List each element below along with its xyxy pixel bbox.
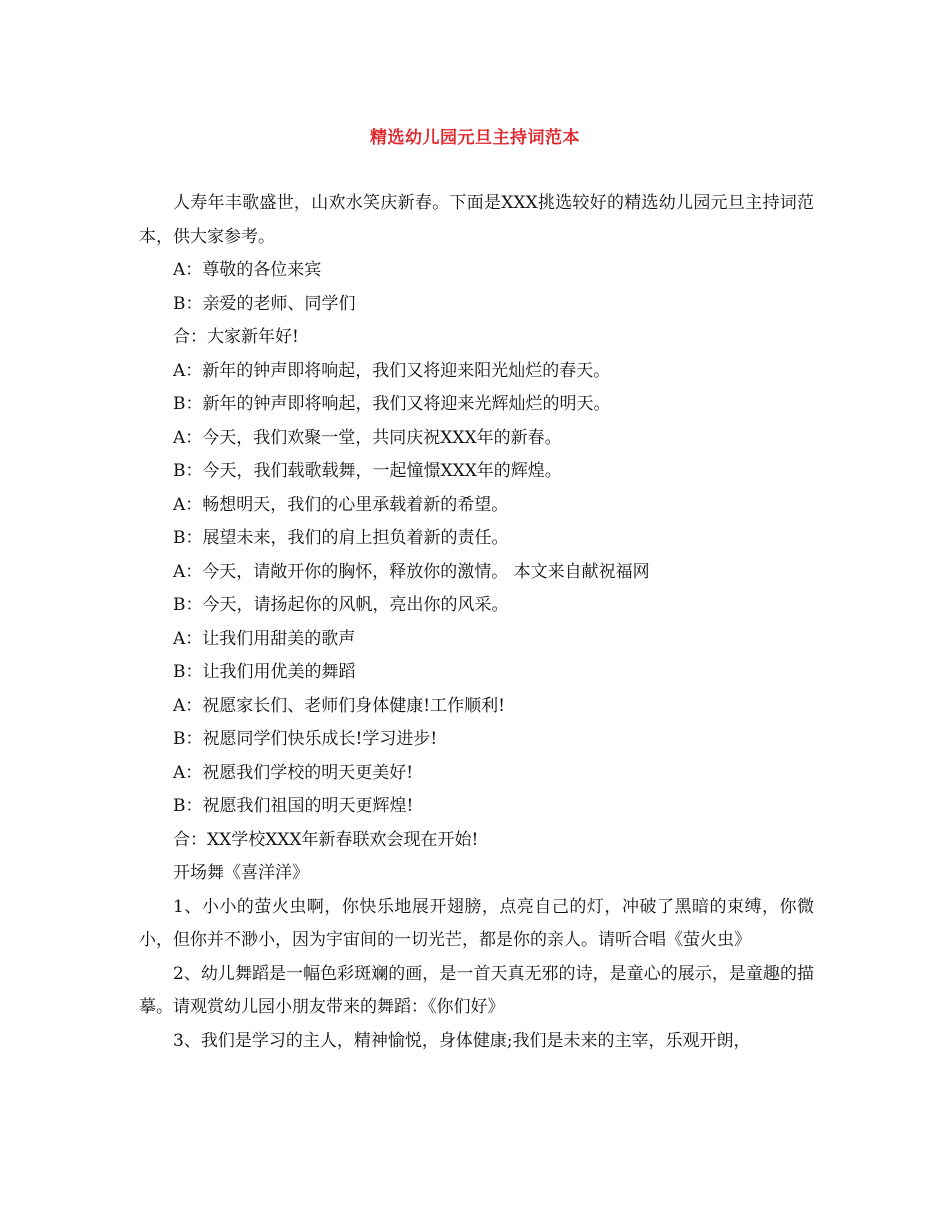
document-body xyxy=(139,187,814,1058)
document-title: 精选幼儿园元旦主持词范本 xyxy=(370,128,580,148)
script-line: 合：大家新年好! xyxy=(173,327,299,347)
script-line: A：祝愿我们学校的明天更美好! xyxy=(173,762,414,783)
script-line: B：新年的钟声即将响起，我们又将迎来光辉灿烂的明天。 xyxy=(173,394,611,414)
script-line: A：尊敬的各位来宾 xyxy=(173,260,322,280)
script-line: B：展望未来，我们的肩上担负着新的责任。 xyxy=(173,528,509,548)
script-line: B：祝愿同学们快乐成长!学习进步! xyxy=(173,729,438,749)
script-line: 合：XX学校XXX年新春联欢会现在开始! xyxy=(173,829,479,850)
script-line: B：今天，请扬起你的风帆，亮出你的风采。 xyxy=(173,595,509,615)
script-line: B：亲爱的老师、同学们 xyxy=(173,293,356,314)
program-item: 开场舞《喜洋洋》 xyxy=(173,863,309,883)
program-paragraph: 3、我们是学习的主人，精神愉悦，身体健康;我们是未来的主宰，乐观开朗， xyxy=(173,1030,751,1051)
script-line: B：今天，我们载歌载舞，一起憧憬XXX年的辉煌。 xyxy=(173,461,562,481)
script-line: B：祝愿我们祖国的明天更辉煌! xyxy=(173,796,414,816)
script-line: A：今天，请敞开你的胸怀，释放你的激情。 本文来自献祝福网 xyxy=(173,561,650,582)
script-line: A：让我们用甜美的歌声 xyxy=(173,628,356,649)
script-line: B：让我们用优美的舞蹈 xyxy=(173,662,356,682)
script-line: A：今天，我们欢聚一堂，共同庆祝XXX年的新春。 xyxy=(173,427,562,448)
script-line: A：畅想明天，我们的心里承载着新的希望。 xyxy=(173,494,509,515)
script-line: A：新年的钟声即将响起，我们又将迎来阳光灿烂的春天。 xyxy=(173,360,611,381)
intro-paragraph: 人寿年丰歌盛世，山欢水笑庆新春。下面是XXX挑选较好的精选幼儿园元旦主持词范本，供大家参考。 xyxy=(139,193,814,247)
program-paragraph: 1、小小的萤火虫啊，你快乐地展开翅膀，点亮自己的灯，冲破了黑暗的束缚，你微小，但你并不渺小，因为宇宙间的一切光芒，都是你的亲人。请听合唱《萤火虫》 xyxy=(139,896,814,950)
program-paragraph: 2、幼儿舞蹈是一幅色彩斑斓的画，是一首天真无邪的诗，是童心的展示，是童趣的描摹。请观赏幼儿园小朋友带来的舞蹈：《你们好》 xyxy=(139,963,814,1017)
script-line: A：祝愿家长们、老师们身体健康!工作顺利! xyxy=(173,695,505,716)
